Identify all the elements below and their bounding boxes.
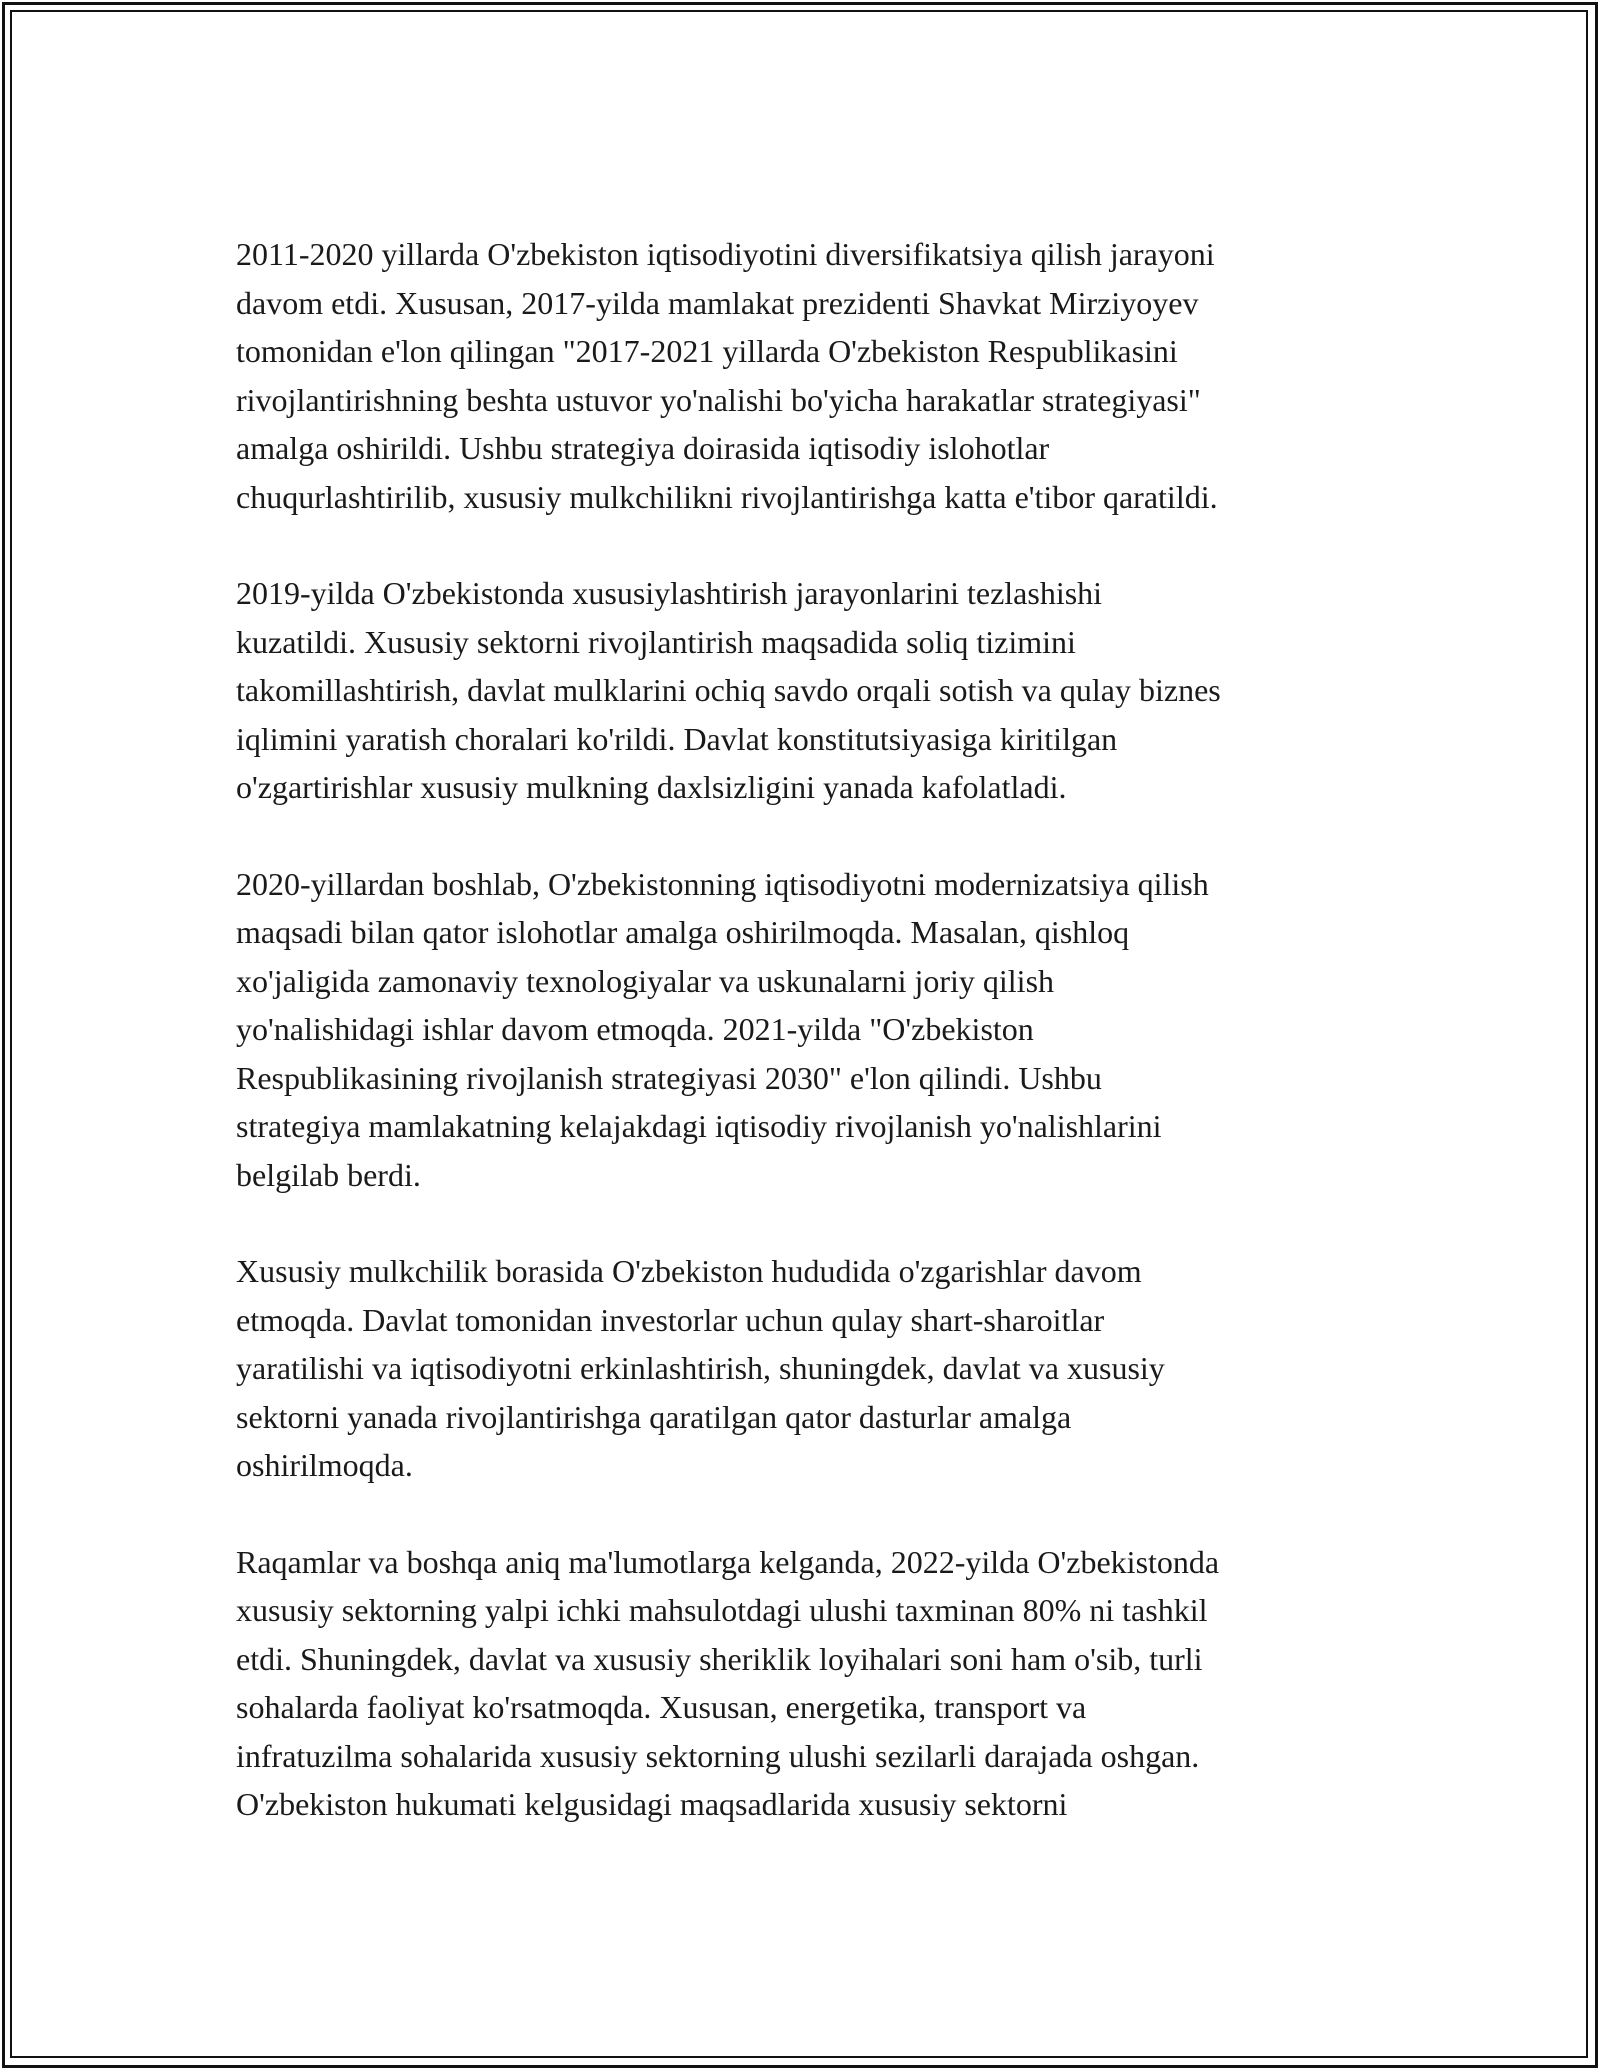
paragraph-3: 2020-yillardan boshlab, O'zbekistonning iqtisodiyotni modernizatsiya qilish maqsadi bilan qator islohotlar amalga oshirilmoqda. Masalan, qishloq xo'jaligida zamonaviy texnologiyalar va uskunalarni joriy qilish yo'nalishidagi ishlar davom etmoqda. 2021-yilda "O'zbekiston Respublikasining rivojlanish strategiyasi 2030" e'lon qilindi. Ushbu strategiya mamlakatning kelajakdagi iqtisodiy rivojlanish yo'nalishlarini belgilab berdi.: [236, 865, 1209, 1193]
paragraph-2: 2019-yilda O'zbekistonda xususiylashtirish jarayonlarini tezlashishi kuzatildi. Xususiy sektorni rivojlantirish maqsadida soliq tizimini takomillashtirish, davlat mulklarini ochiq savdo orqali sotish va qulay biznes iqlimini yaratish choralari ko'rildi. Davlat konstitutsiyasiga kiritilgan o'zgartirishlar xususiy mulkning daxlsizligini yanada kafolatladi.: [236, 575, 1221, 805]
paragraph-4: Xususiy mulkchilik borasida O'zbekiston hududida o'zgarishlar davom etmoqda. Davlat tomonidan investorlar uchun qulay shart-sharoitlar yaratilishi va iqtisodiyotni erkinlashtirish, shuningdek, davlat va xususiy sektorni yanada rivojlantirishga qaratilgan qator dasturlar amalga oshirilmoqda.: [236, 1253, 1165, 1483]
document-body: [236, 230, 1376, 1877]
paragraph-5: Raqamlar va boshqa aniq ma'lumotlarga kelganda, 2022-yilda O'zbekistonda xususiy sektorning yalpi ichki mahsulotdagi ulushi taxminan 80% ni tashkil etdi. Shuningdek, davlat va xususiy sheriklik loyihalari soni ham o'sib, turli sohalarda faoliyat ko'rsatmoqda. Xususan, energetika, transport va infratuzilma sohalarida xususiy sektorning ulushi sezilarli darajada oshgan. O'zbekiston hukumati kelgusidagi maqsadlarida xususiy sektorni: [236, 1543, 1220, 1822]
paragraph-1: 2011-2020 yillarda O'zbekiston iqtisodiyotini diversifikatsiya qilish jarayoni davom etdi. Xususan, 2017-yilda mamlakat prezidenti Shavkat Mirziyoyev tomonidan e'lon qilingan "2017-2021 yillarda O'zbekiston Respublikasini rivojlantirishning beshta ustuvor yo'nalishi bo'yicha harakatlar strategiyasi" amalga oshirildi. Ushbu strategiya doirasida iqtisodiy islohotlar chuqurlashtirilib, xususiy mulkchilikni rivojlantirishga katta e'tibor qaratildi.: [236, 236, 1218, 515]
